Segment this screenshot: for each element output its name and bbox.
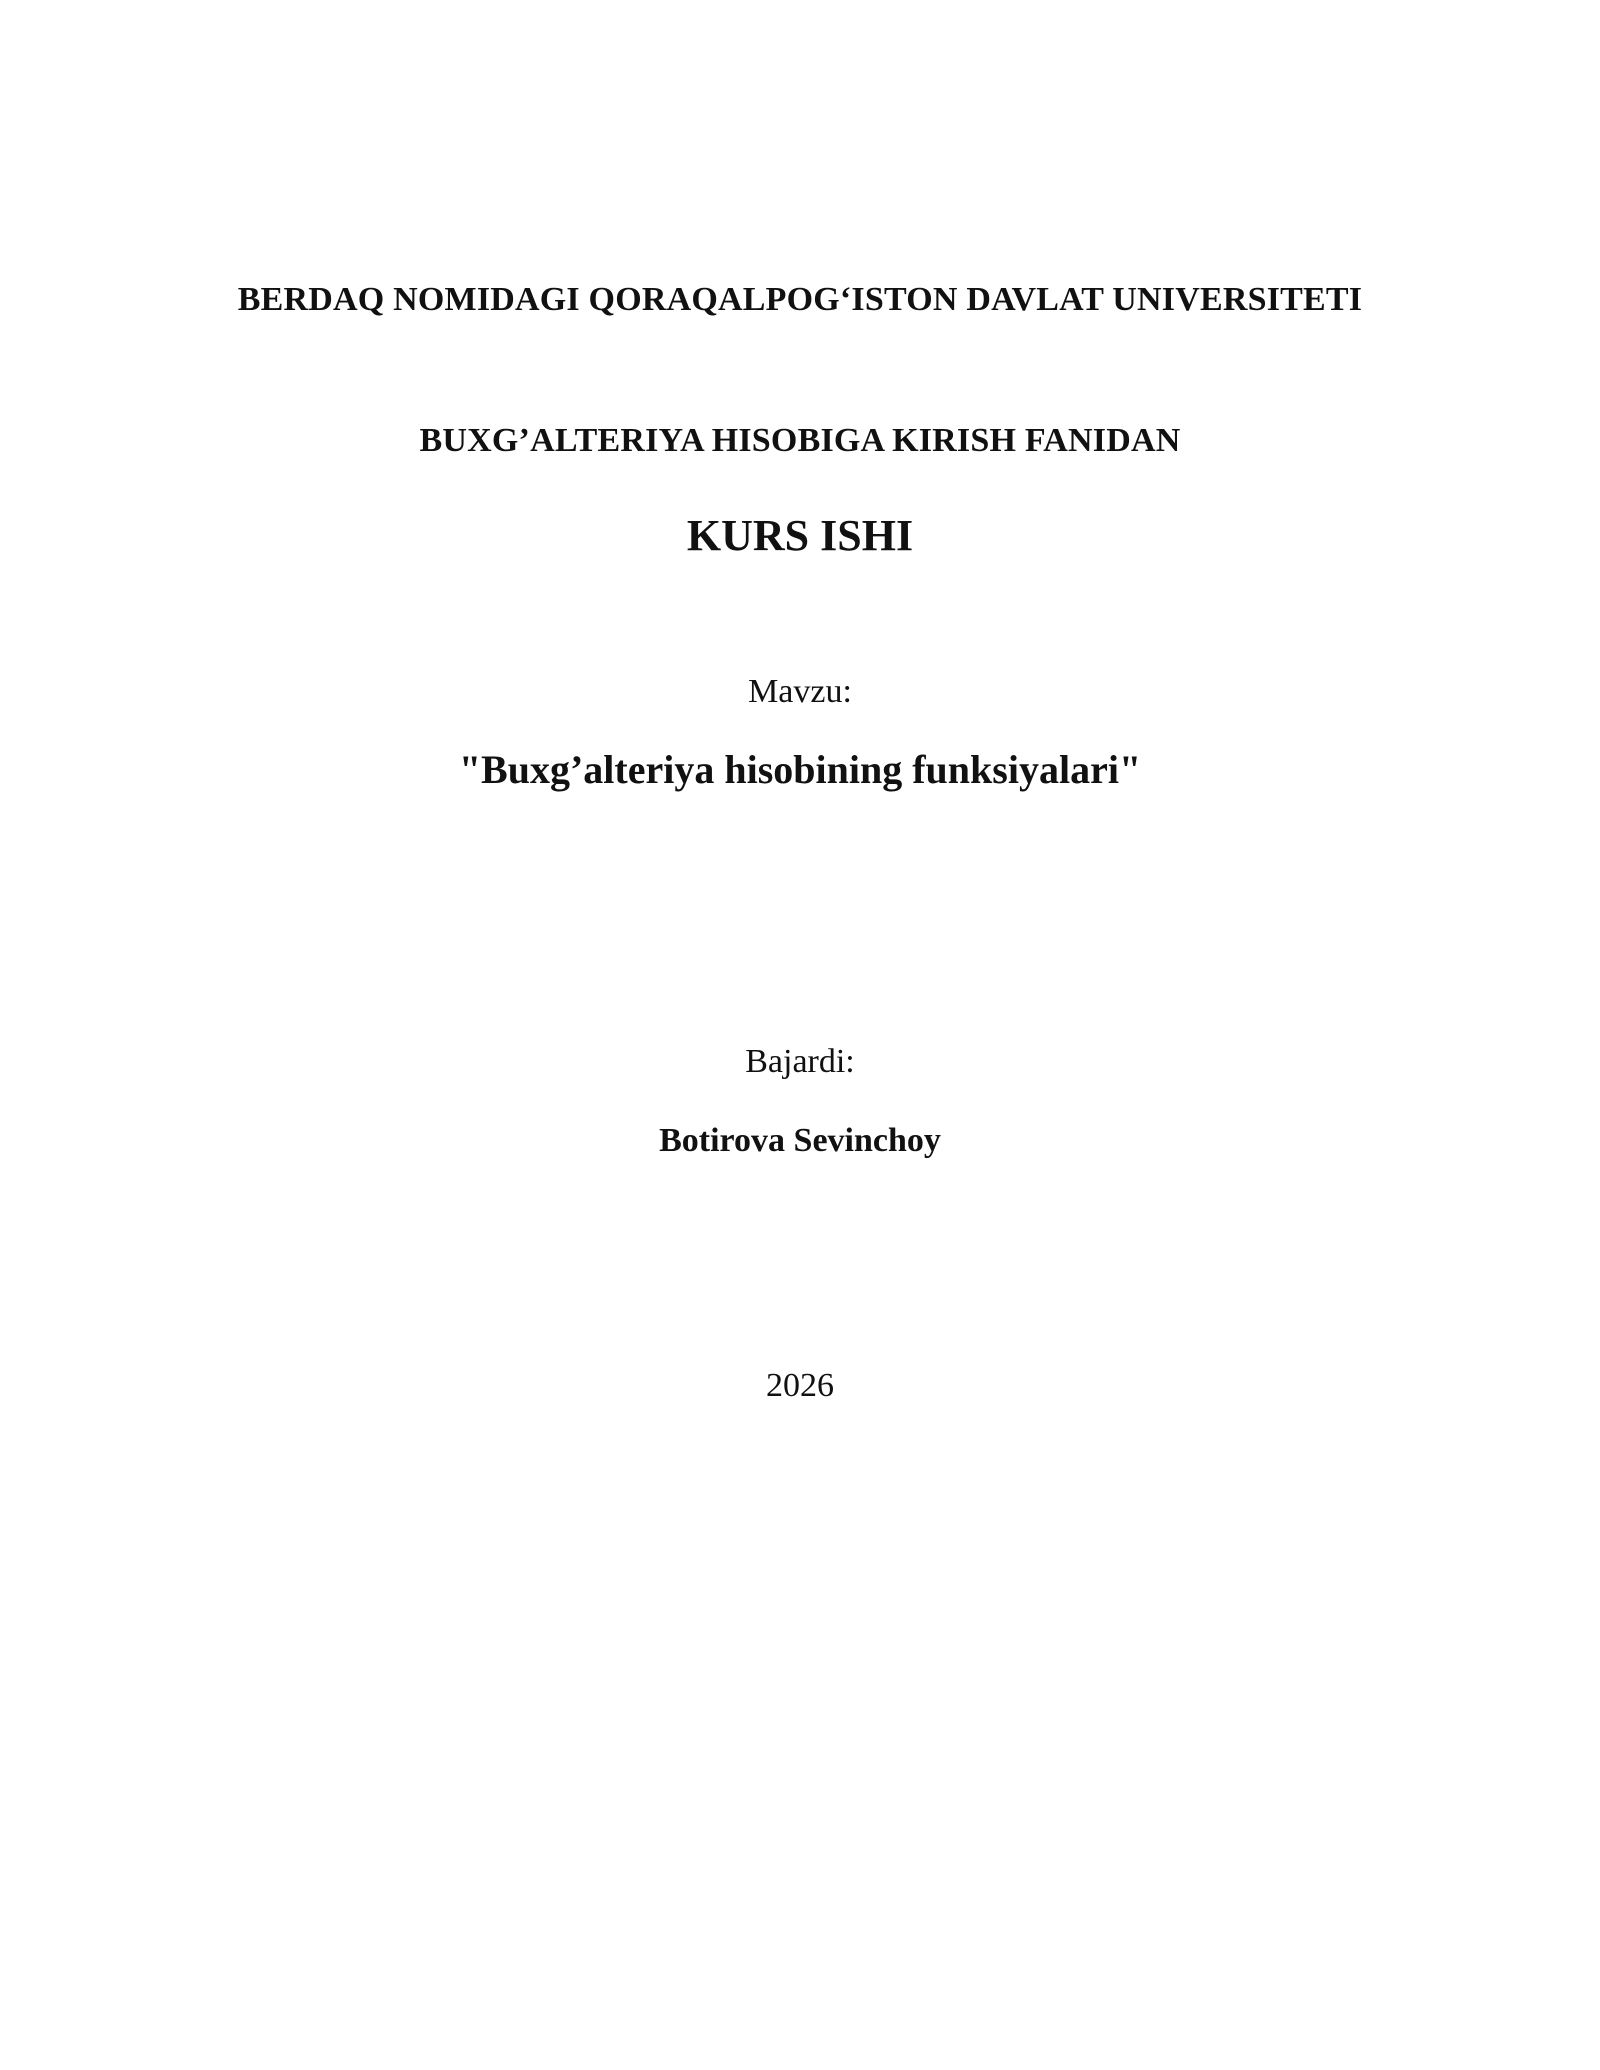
work-type-title: KURS ISHI xyxy=(686,511,914,560)
topic-label: Mavzu: xyxy=(748,673,852,710)
author-label: Bajardi: xyxy=(745,1043,855,1080)
topic-title: "Buxg’alteriya hisobining funksiyalari" xyxy=(458,747,1142,792)
author-name: Botirova Sevinchoy xyxy=(659,1122,941,1159)
year: 2026 xyxy=(766,1367,834,1404)
university-name: BERDAQ NOMIDAGI QORAQALPOG‘ISTON DAVLAT UNIVERSITETI xyxy=(237,281,1363,318)
subject-heading: BUXG’ALTERIYA HISOBIGA KIRISH FANIDAN xyxy=(419,422,1181,459)
